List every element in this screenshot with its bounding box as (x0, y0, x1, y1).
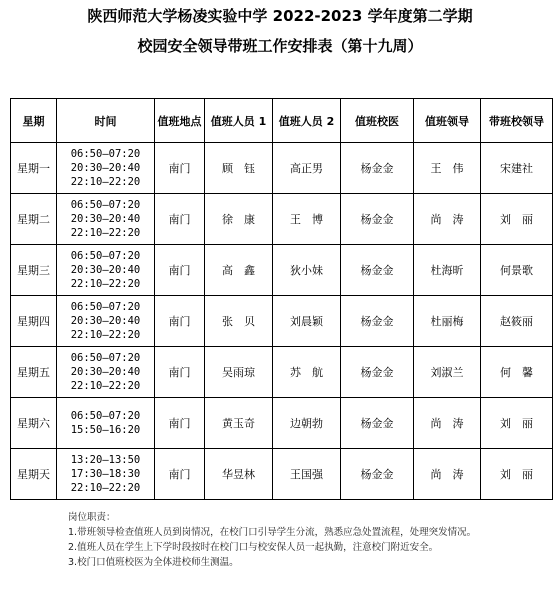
location-cell: 南门 (155, 347, 205, 398)
table-row (11, 449, 553, 500)
time-slot: 06:50—07:20 (70, 148, 141, 160)
day-cell: 星期六 (11, 398, 57, 449)
school-leader-cell: 何 馨 (481, 347, 553, 398)
header-location: 值班地点 (155, 99, 205, 143)
staff-1-cell: 华昱林 (205, 449, 273, 500)
header-day: 星期 (11, 99, 57, 143)
staff-2-cell: 刘晨颖 (273, 296, 341, 347)
doctor-cell: 杨金金 (341, 143, 414, 194)
time-slot: 06:50—07:20 (70, 199, 141, 211)
time-slot: 06:50—07:20 (70, 250, 141, 262)
time-slot: 20:30—20:40 (70, 315, 141, 327)
staff-1-cell: 徐 康 (205, 194, 273, 245)
duties-section (68, 510, 538, 570)
time-slot: 22:10—22:20 (70, 176, 141, 188)
staff-2-cell: 王国强 (273, 449, 341, 500)
duty-item-2: 2.值班人员在学生上下学时段按时在校门口与校安保人员一起执勤，注意校门附近安全。 (68, 542, 439, 553)
time-slot: 06:50—07:20 (70, 352, 141, 364)
staff-1-cell: 吴雨琼 (205, 347, 273, 398)
time-slot: 22:10—22:20 (70, 227, 141, 239)
staff-2-cell: 边朝勃 (273, 398, 341, 449)
duty-item-1: 1.带班领导检查值班人员到岗情况，在校门口引导学生分流，熟悉应急处置流程，处理突发情况。 (68, 527, 477, 538)
location-cell: 南门 (155, 296, 205, 347)
doctor-cell: 杨金金 (341, 296, 414, 347)
time-slot: 20:30—20:40 (70, 162, 141, 174)
day-cell: 星期四 (11, 296, 57, 347)
doctor-cell: 杨金金 (341, 245, 414, 296)
school-leader-cell: 宋建社 (481, 143, 553, 194)
staff-1-cell: 张 贝 (205, 296, 273, 347)
doctor-cell: 杨金金 (341, 194, 414, 245)
day-cell: 星期一 (11, 143, 57, 194)
time-slot: 22:10—22:20 (70, 380, 141, 392)
table-row (11, 296, 553, 347)
location-cell: 南门 (155, 398, 205, 449)
header-staff-1: 值班人员 1 (205, 99, 273, 143)
leader-cell: 刘淑兰 (414, 347, 481, 398)
page-subtitle: 校园安全领导带班工作安排表（第十九周） (137, 37, 423, 55)
time-cell (57, 398, 155, 449)
time-cell (57, 194, 155, 245)
time-cell (57, 245, 155, 296)
time-slot: 06:50—07:20 (70, 301, 141, 313)
location-cell: 南门 (155, 143, 205, 194)
header-doctor: 值班校医 (341, 99, 414, 143)
day-cell: 星期天 (11, 449, 57, 500)
location-cell: 南门 (155, 245, 205, 296)
doctor-cell: 杨金金 (341, 449, 414, 500)
time-slot: 22:10—22:20 (70, 329, 141, 341)
time-slot: 06:50—07:20 (70, 410, 141, 422)
time-cell (57, 296, 155, 347)
school-leader-cell: 刘 丽 (481, 398, 553, 449)
header-leader: 值班领导 (414, 99, 481, 143)
duty-schedule-table (10, 98, 553, 500)
leader-cell: 杜海昕 (414, 245, 481, 296)
school-leader-cell: 刘 丽 (481, 194, 553, 245)
table-row (11, 143, 553, 194)
time-slot: 22:10—22:20 (70, 482, 141, 494)
header-school-leader: 带班校领导 (481, 99, 553, 143)
table-header-row (11, 99, 553, 143)
leader-cell: 尚 涛 (414, 449, 481, 500)
leader-cell: 尚 涛 (414, 194, 481, 245)
staff-1-cell: 高 鑫 (205, 245, 273, 296)
school-leader-cell: 刘 丽 (481, 449, 553, 500)
table-body (11, 143, 553, 500)
school-leader-cell: 赵筱丽 (481, 296, 553, 347)
time-slot: 20:30—20:40 (70, 264, 141, 276)
staff-2-cell: 狄小妹 (273, 245, 341, 296)
table-row (11, 398, 553, 449)
time-cell (57, 347, 155, 398)
location-cell: 南门 (155, 449, 205, 500)
time-cell (57, 143, 155, 194)
day-cell: 星期二 (11, 194, 57, 245)
time-cell (57, 449, 155, 500)
staff-1-cell: 顾 钰 (205, 143, 273, 194)
table-row (11, 194, 553, 245)
staff-2-cell: 王 博 (273, 194, 341, 245)
staff-2-cell: 苏 航 (273, 347, 341, 398)
day-cell: 星期三 (11, 245, 57, 296)
duty-item-3: 3.校门口值班校医为全体进校师生测温。 (68, 557, 239, 568)
table-row (11, 347, 553, 398)
school-leader-cell: 何景歌 (481, 245, 553, 296)
time-slot: 20:30—20:40 (70, 366, 141, 378)
leader-cell: 尚 涛 (414, 398, 481, 449)
duties-heading: 岗位职责： (68, 512, 116, 523)
leader-cell: 杜丽梅 (414, 296, 481, 347)
time-slot: 22:10—22:20 (70, 278, 141, 290)
staff-1-cell: 黄玉奇 (205, 398, 273, 449)
time-slot: 20:30—20:40 (70, 213, 141, 225)
table-row (11, 245, 553, 296)
leader-cell: 王 伟 (414, 143, 481, 194)
time-slot: 15:50—16:20 (70, 424, 141, 436)
time-slot: 17:30—18:30 (70, 468, 141, 480)
header-staff-2: 值班人员 2 (273, 99, 341, 143)
header-time: 时间 (57, 99, 155, 143)
staff-2-cell: 高正男 (273, 143, 341, 194)
doctor-cell: 杨金金 (341, 347, 414, 398)
location-cell: 南门 (155, 194, 205, 245)
time-slot: 13:20—13:50 (70, 454, 141, 466)
doctor-cell: 杨金金 (341, 398, 414, 449)
page-title: 陕西师范大学杨凌实验中学 2022-2023 学年度第二学期 (87, 7, 473, 25)
day-cell: 星期五 (11, 347, 57, 398)
